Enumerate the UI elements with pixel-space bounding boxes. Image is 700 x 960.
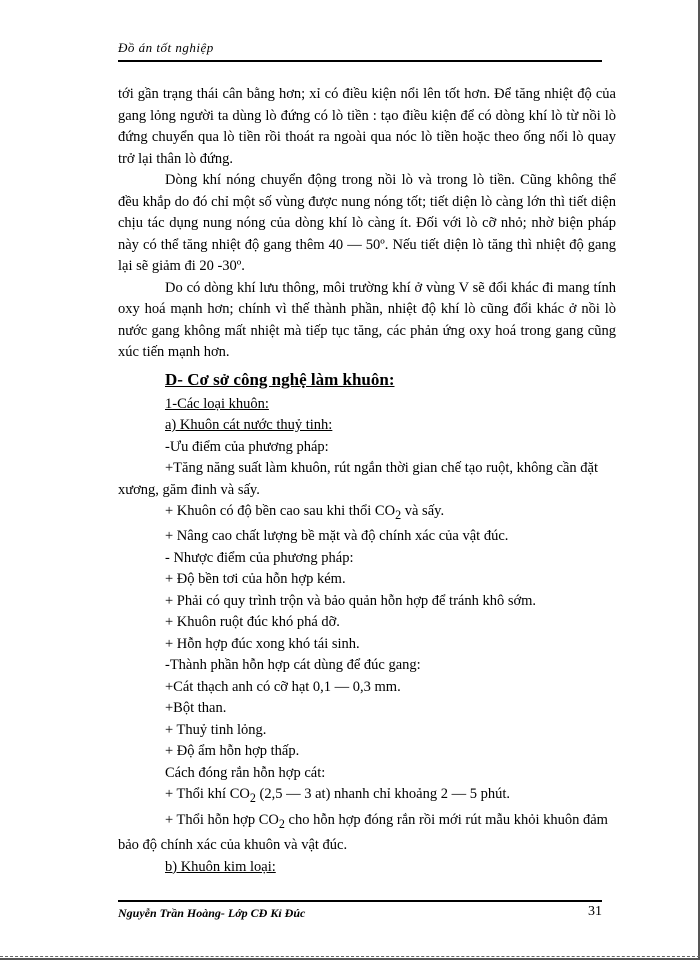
advantage-1-cont: xương, găm đinh và sấy. xyxy=(118,481,260,498)
composition-3: + Thuỷ tinh lỏng. xyxy=(165,721,267,738)
composition-4: + Độ ẩm hỗn hợp thấp. xyxy=(165,743,300,760)
hardening-title: Cách đóng rắn hỗn hợp cát: xyxy=(165,764,326,781)
header-title: Đồ án tốt nghiệp xyxy=(118,40,214,55)
hardening-1-pre: + Thổi khí CO xyxy=(165,786,250,803)
composition-2: +Bột than. xyxy=(165,700,227,717)
hardening-2-post: cho hỗn hợp đóng rắn rồi mới rút mẫu khỏi khuôn đảm xyxy=(284,811,608,828)
advantage-2-post: và sấy. xyxy=(401,503,445,519)
paragraph-1: tới gần trạng thái cân bằng hơn; xỉ có điều kiện nổi lên tốt hơn. Để tăng nhiệt độ của gang lỏng người ta dùng lò đứng có lò tiền : tạo điều kiện để có dòng khí lò từ nồi lò đứng chuyển qua lò tiền rồi thoát ra ngoài qua nóc lò tiền hoặc theo ống nối lò quay trở lại thân lò đứng. xyxy=(118,86,616,167)
disadvantage-1: + Độ bền tơi của hỗn hợp kém. xyxy=(165,571,346,588)
header-rule xyxy=(118,60,602,62)
page-number: 31 xyxy=(588,904,602,919)
hardening-1-sub: 2 xyxy=(249,791,256,806)
advantage-3: + Nâng cao chất lượng bề mặt và độ chính xác của vật đúc. xyxy=(165,528,509,545)
mold-type-a-text: a) Khuôn cát nước thuỷ tinh: xyxy=(165,417,333,433)
subsection-title xyxy=(165,394,616,416)
footer-author: Nguyễn Trần Hoàng- Lớp CĐ Kỉ Đúc xyxy=(118,906,306,920)
subsection-title-text: 1-Các loại khuôn: xyxy=(165,395,269,412)
advantages-title: -Ưu điểm của phương pháp: xyxy=(165,438,329,455)
footer-rule xyxy=(118,900,602,902)
body-text xyxy=(118,84,616,878)
disadvantage-4: + Hỗn hợp đúc xong khó tái sinh. xyxy=(165,635,360,652)
disadvantage-2: + Phải có quy trình trộn và bảo quản hỗn hợp để tránh khô sớm. xyxy=(165,592,537,609)
advantage-1: +Tăng năng suất làm khuôn, rút ngắn thời gian chế tạo ruột, không cần đặt xyxy=(165,460,599,476)
hardening-2 xyxy=(165,810,616,835)
hardening-2-cont: bảo độ chính xác của khuôn và vật đúc. xyxy=(118,837,348,854)
mold-type-b-title xyxy=(165,857,616,879)
hardening-2-pre: + Thổi hỗn hợp CO xyxy=(165,811,279,828)
disadvantages-title: - Nhược điểm của phương pháp: xyxy=(165,549,354,566)
hardening-1 xyxy=(165,784,616,809)
hardening-2-sub: 2 xyxy=(278,816,285,831)
disadvantage-3: + Khuôn ruột đúc khó phá dỡ. xyxy=(165,614,340,631)
hardening-1-post: (2,5 — 3 at) nhanh chỉ khoảng 2 — 5 phút. xyxy=(255,786,511,803)
mold-type-a-title xyxy=(165,415,616,437)
page-break-rule xyxy=(0,956,700,957)
paragraph-3: Do có dòng khí lưu thông, môi trường khí ở vùng V sẽ đổi khác đi mang tính oxy hoá mạnh hơn; chính vì thế thành phần, nhiệt độ khí lò cũng đổi khác ở nồi lò nước gang không mất nhiệt mà tiếp tục tăng, các phản ứng oxy hoá trong gang cũng xúc tiến mạnh hơn. xyxy=(118,279,616,360)
advantage-2 xyxy=(165,501,616,526)
section-heading: D- Cơ sở công nghệ làm khuôn: xyxy=(165,369,395,389)
advantage-2-sub: 2 xyxy=(395,507,402,522)
composition-title: -Thành phần hỗn hợp cát dùng để đúc gang: xyxy=(165,657,421,674)
composition-1: +Cát thạch anh có cỡ hạt 0,1 — 0,3 mm. xyxy=(165,678,401,695)
mold-type-b-text: b) Khuôn kim loại: xyxy=(165,858,276,875)
advantage-2-pre: + Khuôn có độ bền cao sau khi thổi CO xyxy=(165,503,396,519)
paragraph-2: Dòng khí nóng chuyển động trong nồi lò và trong lò tiền. Cũng không thể đều khắp do đó chỉ một số vùng được nung nóng tốt; tiết diện lò càng lớn thì tiết diện chịu tác dụng nung nóng của dòng khí lò càng ít. Đối với lò cỡ nhỏ; nhờ biện pháp này có thể tăng nhiệt độ gang thêm 40 — 50º. Nếu tiết diện lò tăng thì nhiệt độ gang lại sẽ giảm đi 20 -30º. xyxy=(118,172,616,274)
